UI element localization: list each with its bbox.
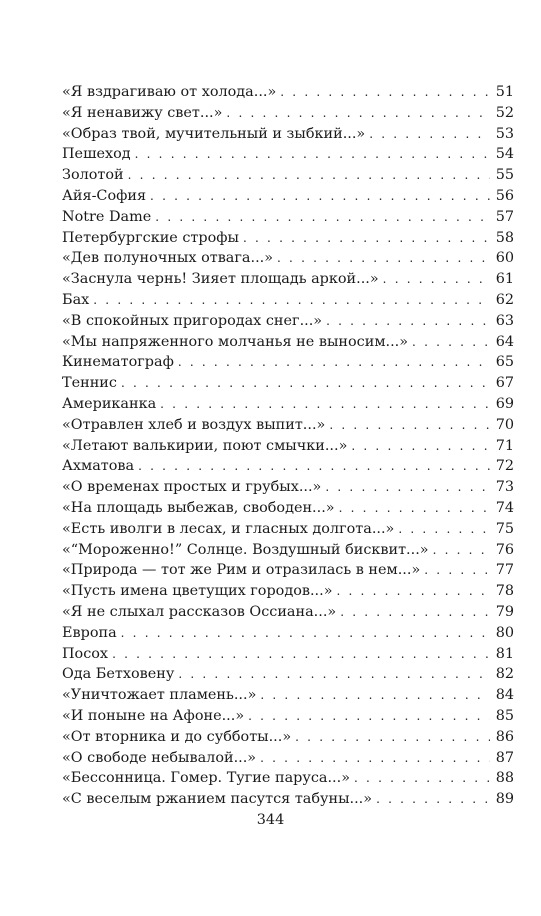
dot-leader [354, 768, 490, 789]
toc-entry-page: 58 [495, 229, 514, 246]
toc-entry-title: «Я вздрагиваю от холода...» [62, 84, 277, 100]
toc-entry [62, 644, 514, 665]
dot-leader [260, 685, 490, 706]
dot-leader [280, 82, 490, 103]
toc-entry [62, 623, 514, 644]
toc-entry-title: Айя-София [62, 187, 147, 204]
dot-leader [226, 103, 490, 124]
toc-entry-title: Европа [62, 624, 117, 641]
toc-entry [62, 436, 514, 457]
toc-entry [62, 332, 514, 353]
toc-entry-page: 88 [495, 770, 514, 787]
toc-entry-page: 75 [495, 520, 514, 537]
toc-entry [62, 373, 514, 394]
toc-entry [62, 228, 514, 249]
toc-entry-title: Пешеход [62, 146, 131, 163]
toc-entry-title: Notre Dame [62, 208, 152, 225]
dot-leader [329, 415, 490, 436]
dot-leader [93, 290, 490, 311]
toc-entry-page: 76 [495, 541, 514, 558]
toc-entry-title: Кинематограф [62, 354, 174, 371]
toc-entry-title: «От вторника и до субботы...» [62, 728, 292, 745]
dot-leader [339, 498, 490, 519]
toc-entry [62, 789, 514, 810]
toc-entry [62, 477, 514, 498]
toc-entry-title: «Дев полуночных отвага...» [62, 250, 274, 267]
toc-entry [62, 602, 514, 623]
dot-leader [337, 581, 491, 602]
dot-leader [424, 560, 490, 581]
toc-entry-page: 65 [495, 354, 514, 371]
toc-entry [62, 706, 514, 727]
toc-entry [62, 103, 514, 124]
toc-entry-page: 84 [495, 687, 514, 704]
toc-entry-page: 80 [495, 624, 514, 641]
toc-entry [62, 540, 514, 561]
dot-leader [340, 602, 490, 623]
toc-entry-title: Ода Бетховену [62, 666, 175, 683]
toc-entry-title: Бах [62, 291, 90, 308]
toc-entry-page: 69 [495, 395, 514, 412]
dot-leader [433, 540, 490, 561]
toc-entry-page: 70 [495, 416, 514, 433]
dot-leader [260, 748, 490, 769]
toc-entry-page: 78 [495, 583, 514, 600]
dot-leader [277, 248, 490, 269]
toc-entry [62, 144, 514, 165]
toc-entry-title: «С веселым ржанием пасутся табуны...» [62, 791, 373, 808]
dot-leader [376, 789, 490, 810]
toc-entry-title: «Пусть имена цветущих городов...» [62, 583, 333, 600]
dot-leader [178, 664, 490, 685]
toc-entry-page: 71 [495, 437, 514, 454]
toc-entry-title: Ахматова [62, 458, 135, 475]
toc-entry-title: «Летают валькирии, поют смычки...» [62, 437, 348, 454]
toc-entry-title: «Бессонница. Гомер. Тугие паруса...» [62, 770, 351, 787]
toc-entry [62, 560, 514, 581]
toc-entry-page: 56 [495, 187, 514, 204]
toc-entry [62, 581, 514, 602]
dot-leader [178, 352, 490, 373]
dot-leader [412, 332, 490, 353]
toc-entry [62, 415, 514, 436]
toc-entry-page: 62 [495, 291, 514, 308]
toc-entry-title: «Отравлен хлеб и воздух выпит...» [62, 416, 326, 433]
toc-entry-title: «Уничтожает пламень...» [62, 687, 257, 704]
toc-entry [62, 768, 514, 789]
toc-entry-page: 57 [495, 208, 514, 225]
dot-leader [369, 124, 490, 145]
toc-entry-page: 74 [495, 499, 514, 516]
toc-entry [62, 269, 514, 290]
toc-entry [62, 186, 514, 207]
toc-entry-page: 64 [495, 333, 514, 350]
dot-leader [121, 623, 490, 644]
toc-entry [62, 248, 514, 269]
toc-entry-page: 54 [495, 146, 514, 163]
toc-entry-page: 60 [495, 250, 514, 267]
dot-leader [326, 311, 490, 332]
page-number: 344 [256, 812, 285, 828]
toc-entry [62, 82, 514, 103]
toc-entry-title: «Есть иволги в лесах, и гласных долгота...» [62, 520, 395, 537]
dot-leader [248, 706, 490, 727]
dot-leader [112, 644, 490, 665]
toc-entry-page: 82 [495, 666, 514, 683]
toc-entry [62, 727, 514, 748]
toc-entry-page: 52 [495, 104, 514, 121]
dot-leader [121, 373, 490, 394]
toc-entry [62, 124, 514, 145]
toc-entry-title: Посох [62, 645, 109, 662]
toc-entry-page: 63 [495, 312, 514, 329]
dot-leader [138, 456, 490, 477]
toc-entry-page: 53 [495, 125, 514, 142]
toc-entry-title: «Природа — тот же Рим и отразилась в нем...» [62, 562, 421, 579]
toc-entry-title: «В спокойных пригородах снег...» [62, 312, 323, 329]
toc-entry-page: 72 [495, 458, 514, 475]
toc-entry [62, 207, 514, 228]
dot-leader [160, 394, 490, 415]
toc-entry [62, 456, 514, 477]
dot-leader [295, 727, 490, 748]
dot-leader [243, 228, 490, 249]
toc-entry-page: 73 [495, 479, 514, 496]
dot-leader [325, 477, 490, 498]
toc-entry-title: «Я ненавижу свет...» [62, 104, 223, 121]
toc-entry [62, 311, 514, 332]
dot-leader [155, 207, 490, 228]
dot-leader [351, 436, 490, 457]
toc-entry-title: «Мы напряженного молчанья не выносим...» [62, 333, 409, 350]
toc-entry-title: «“Мороженно!” Солнце. Воздушный бисквит...» [62, 541, 429, 558]
toc-entry-title: «Я не слыхал рассказов Оссиана...» [62, 603, 337, 620]
toc-entry-title: Петербургские строфы [62, 229, 239, 246]
table-of-contents [62, 82, 514, 810]
toc-entry-page: 77 [495, 562, 514, 579]
toc-entry [62, 394, 514, 415]
toc-entry-page: 55 [495, 167, 514, 184]
toc-entry-title: «На площадь выбежав, свободен...» [62, 499, 335, 516]
dot-leader [128, 165, 490, 186]
toc-entry-page: 79 [495, 603, 514, 620]
toc-entry [62, 352, 514, 373]
toc-entry [62, 290, 514, 311]
toc-entry-title: «И поныне на Афоне...» [62, 707, 245, 724]
toc-entry-page: 86 [495, 728, 514, 745]
toc-entry-page: 81 [495, 645, 514, 662]
toc-entry-page: 87 [495, 749, 514, 766]
dot-leader [150, 186, 490, 207]
toc-entry-page: 51 [495, 84, 514, 100]
dot-leader [398, 519, 490, 540]
toc-entry-title: Золотой [62, 167, 124, 184]
toc-entry-page: 61 [495, 271, 514, 288]
toc-entry-title: Американка [62, 395, 157, 412]
dot-leader [135, 144, 490, 165]
toc-entry [62, 165, 514, 186]
toc-entry [62, 748, 514, 769]
toc-entry [62, 664, 514, 685]
toc-entry [62, 685, 514, 706]
toc-entry-title: «О временах простых и грубых...» [62, 479, 322, 496]
toc-entry-title: «О свободе небывалой...» [62, 749, 257, 766]
toc-entry-title: «Образ твой, мучительный и зыбкий...» [62, 125, 366, 142]
dot-leader [383, 269, 490, 290]
toc-entry-title: «Заснула чернь! Зияет площадь аркой...» [62, 271, 379, 288]
toc-entry-page: 67 [495, 375, 514, 392]
toc-entry [62, 498, 514, 519]
toc-entry-page: 85 [495, 707, 514, 724]
toc-entry-title: Теннис [62, 375, 117, 392]
toc-entry-page: 89 [495, 791, 514, 808]
toc-entry [62, 519, 514, 540]
